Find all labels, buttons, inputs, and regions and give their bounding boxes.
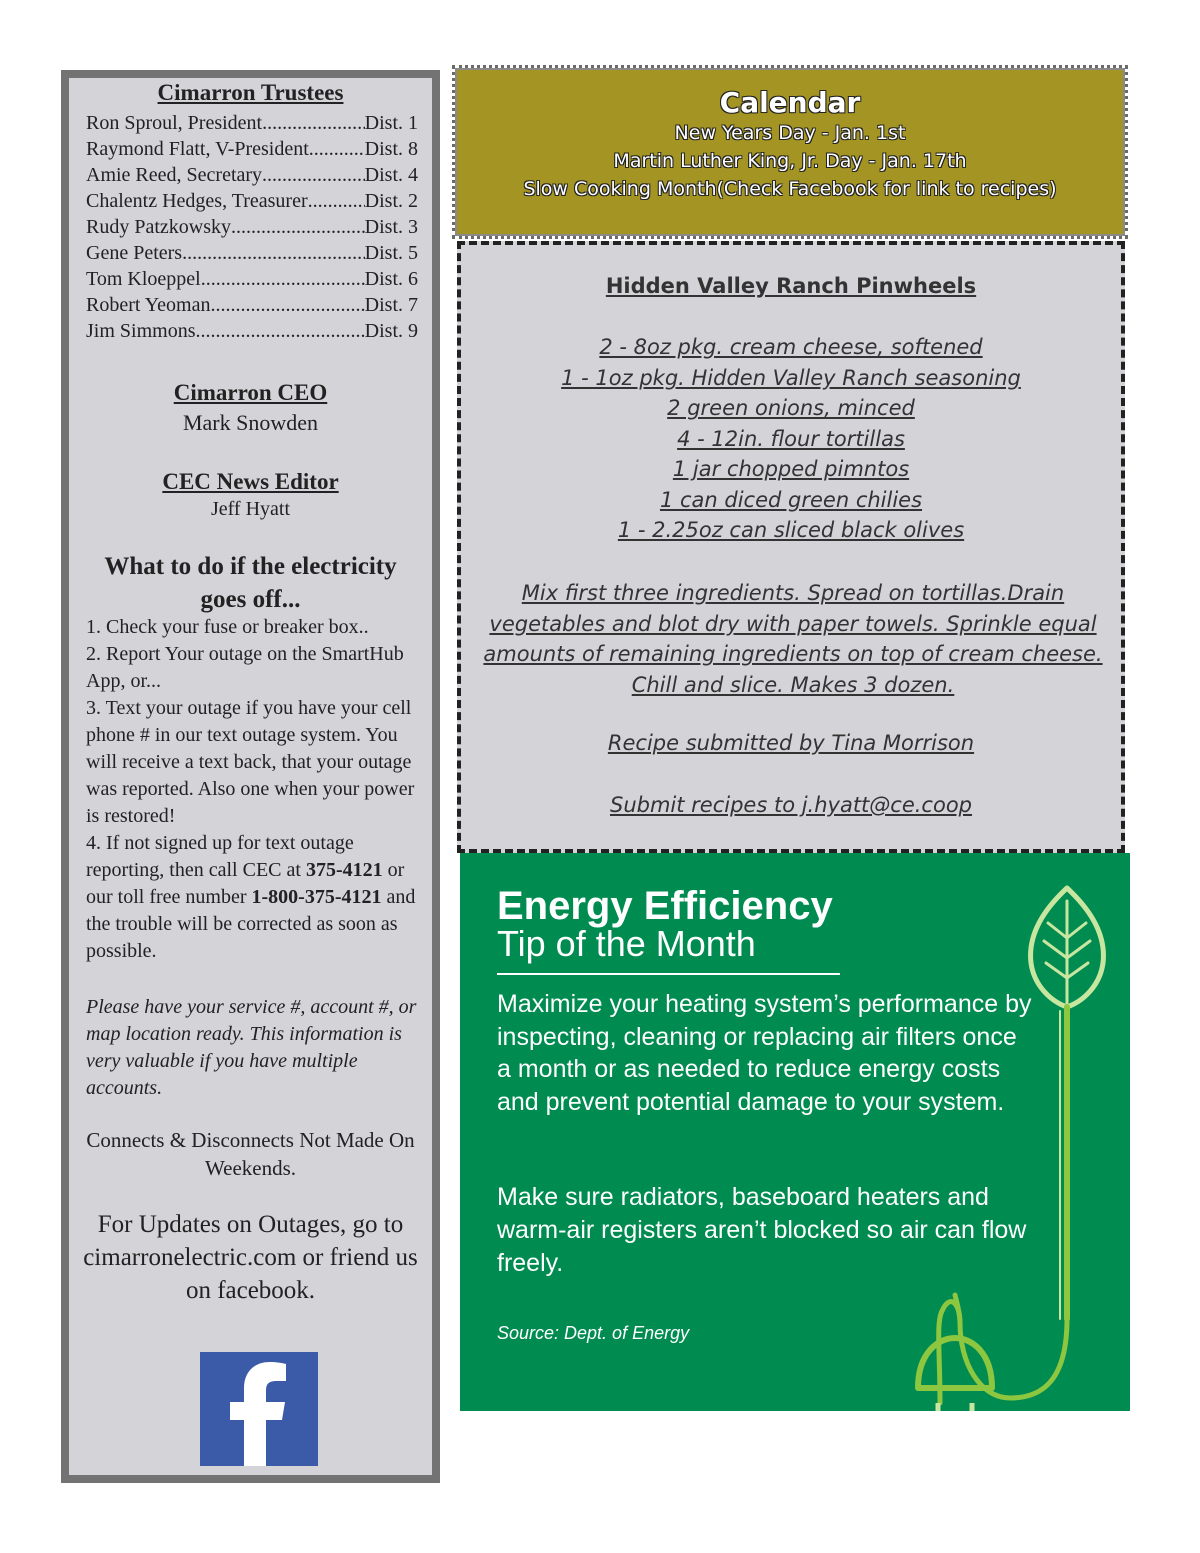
trustee-row <box>86 110 418 136</box>
trustee-name: Tom Kloeppel <box>86 268 201 290</box>
ingredient: 2 - 8oz pkg. cream cheese, softened <box>599 335 983 359</box>
energy-tip-text: Maximize your heating system’s performance by inspecting, cleaning or replacing air filters once a month or as needed to reduce energy costs and prevent potential damage to your system. <box>497 990 1032 1116</box>
recipe-box <box>457 241 1125 853</box>
trustee-district: Dist. 3 <box>364 216 418 238</box>
ceo-name: Mark Snowden <box>182 410 319 435</box>
outage-step-4-text: or our toll free number <box>86 859 405 908</box>
trustee-name: Amie Reed, Secretary <box>86 164 263 186</box>
trustee-district: Dist. 1 <box>364 112 418 134</box>
trustee-list <box>86 110 418 344</box>
trustee-district: Dist. 9 <box>364 320 418 342</box>
recipe-credit: Recipe submitted by Tina Morrison <box>607 731 975 755</box>
ingredient: 1 can diced green chilies <box>659 488 923 512</box>
ceo-title: Cimarron CEO <box>173 380 328 405</box>
trustee-district: Dist. 5 <box>364 242 418 264</box>
sidebar <box>61 70 440 1483</box>
trustee-row <box>86 240 418 266</box>
trustee-name: Ron Sproul, President <box>86 112 263 134</box>
trustee-district: Dist. 7 <box>364 294 418 316</box>
trustee-name: Jim Simmons <box>86 320 196 342</box>
trustee-district: Dist. 8 <box>364 138 418 160</box>
calendar-box <box>455 68 1125 236</box>
ingredient: 4 - 12in. flour tortillas <box>677 427 905 451</box>
trustee-row <box>86 214 418 240</box>
trustee-row <box>86 292 418 318</box>
trustee-name: Raymond Flatt, V-President <box>86 138 309 160</box>
outage-steps <box>86 614 432 965</box>
trustee-name: Robert Yeoman <box>86 294 211 316</box>
energy-source: Source: Dept. of Energy <box>497 1323 690 1343</box>
ingredient: 1 - 1oz pkg. Hidden Valley Ranch seasoning <box>561 366 1021 390</box>
editor-title: CEC News Editor <box>162 469 339 494</box>
weekends-note: Connects & Disconnects Not Made On Weekends. <box>86 1128 415 1180</box>
trustees-title: Cimarron Trustees <box>157 80 344 105</box>
editor-name: Jeff Hyatt <box>210 498 291 520</box>
outage-step-4-text: 4. If not signed up for text outage reporting, then call CEC at <box>86 832 354 881</box>
calendar-event: Slow Cooking Month(Check Facebook for link to recipes) <box>523 178 1057 200</box>
trustee-row <box>86 162 418 188</box>
updates-note: For Updates on Outages, go to cimarronelectric.com or friend us on facebook. <box>83 1211 418 1304</box>
outage-note: Please have your service #, account #, or map location ready. This information is very valuable if you have multiple accounts. <box>86 996 417 1099</box>
outage-step-4-text: and the trouble will be corrected as soon as possible. <box>86 886 416 962</box>
trustee-name: Chalentz Hedges, Treasurer <box>86 190 308 212</box>
outage-step-2: 2. Report Your outage on the SmartHub App, or... <box>86 643 404 692</box>
leaf-plug-icon <box>900 883 1130 1411</box>
energy-tip-text: Make sure radiators, baseboard heaters and warm-air registers aren’t blocked so air can flow freely. <box>497 1183 1027 1277</box>
title-divider <box>497 973 840 975</box>
energy-subtitle: Tip of the Month <box>497 923 756 964</box>
energy-tip-panel <box>460 853 1130 1411</box>
trustee-row <box>86 318 418 344</box>
outage-step-1: 1. Check your fuse or breaker box.. <box>86 616 369 638</box>
facebook-icon[interactable] <box>200 1352 318 1466</box>
toll-free-number: 1-800-375-4121 <box>251 886 382 908</box>
ingredient: 2 green onions, minced <box>667 396 915 420</box>
trustee-row <box>86 266 418 292</box>
calendar-event: Martin Luther King, Jr. Day - Jan. 17th <box>613 150 967 172</box>
outage-step-4 <box>86 830 432 965</box>
recipe-directions: Mix first three ingredients. Spread on tortillas.Drain vegetables and blot dry with paper towels. Sprinkle equal amounts of remaining ingredients on top of cream cheese. Chill and slice. Makes 3 dozen. <box>483 581 1103 697</box>
trustee-name: Rudy Patzkowsky <box>86 216 231 238</box>
ingredient: 1 - 2.25oz can sliced black olives <box>617 518 965 542</box>
trustee-name: Gene Peters <box>86 242 183 264</box>
energy-title: Energy Efficiency <box>497 884 833 928</box>
recipe-title: Hidden Valley Ranch Pinwheels <box>605 274 977 298</box>
recipe-submit-email[interactable]: Submit recipes to j.hyatt@ce.coop <box>609 793 973 817</box>
calendar-event: New Years Day - Jan. 1st <box>674 122 906 144</box>
trustee-row <box>86 188 418 214</box>
outage-step-3: 3. Text your outage if you have your cell phone # in our text outage system. You will receive a text back, that your outage was reported. Also one when your power is restored! <box>86 697 415 827</box>
trustee-district: Dist. 6 <box>364 268 418 290</box>
trustee-row <box>86 136 418 162</box>
outage-title: What to do if the electricity goes off... <box>104 553 397 613</box>
phone-number: 375-4121 <box>305 859 383 881</box>
trustee-district: Dist. 4 <box>364 164 418 186</box>
calendar-title: Calendar <box>719 86 861 119</box>
ingredient: 1 jar chopped pimntos <box>672 457 910 481</box>
trustee-district: Dist. 2 <box>364 190 418 212</box>
